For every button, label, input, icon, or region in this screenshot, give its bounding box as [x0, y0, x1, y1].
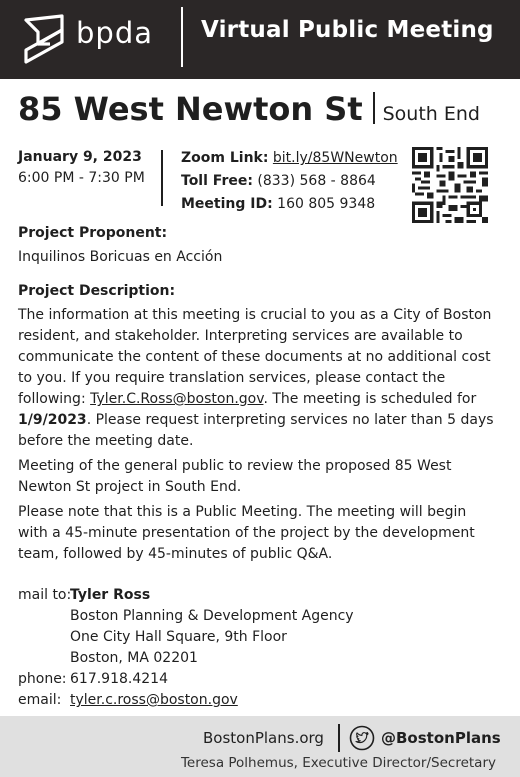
- twitter-handle[interactable]: @BostonPlans: [381, 729, 501, 747]
- executive-director-line: Teresa Polhemus, Executive Director/Secretary: [180, 755, 496, 771]
- translation-email-link[interactable]: Tyler.C.Ross@boston.gov: [90, 391, 264, 407]
- header-divider: [181, 7, 183, 67]
- meeting-access-details: [181, 147, 398, 216]
- details-divider: [161, 150, 163, 206]
- project-title: 85 West Newton St: [18, 90, 363, 128]
- meeting-id-row: [181, 193, 398, 216]
- description-heading: Project Description:: [18, 283, 176, 299]
- phone-label: phone:: [18, 671, 67, 687]
- contact-organization: Boston Planning & Development Agency: [70, 608, 354, 624]
- zoom-link[interactable]: bit.ly/85WNewton: [272, 150, 398, 166]
- contact-email-link[interactable]: tyler.c.ross@boston.gov: [70, 692, 238, 708]
- description-text: . Please request interpreting services no later than 5 days before the meeting date.: [18, 412, 494, 449]
- tollfree-label: Toll Free:: [181, 173, 253, 189]
- meeting-date-inline: 1/9/2023: [18, 412, 87, 428]
- description-text: The information at this meeting is crucial to you as a City of Boston resident, and stakeholder. Interpreting services are available to communicate the content of these documents at no additional cost to you. If you require translation services, please contact the following:: [18, 307, 492, 407]
- website-link[interactable]: BostonPlans.org: [203, 729, 324, 747]
- description-paragraph-1: [18, 305, 500, 452]
- logo-wordmark: bpda: [76, 16, 153, 50]
- meeting-id-label: Meeting ID:: [181, 196, 273, 212]
- footer-bar: [0, 716, 520, 777]
- tollfree-number: (833) 568 - 8864: [257, 173, 376, 189]
- tollfree-row: [181, 170, 398, 193]
- header-title: Virtual Public Meeting: [201, 17, 494, 43]
- contact-address-line-2: Boston, MA 02201: [70, 650, 198, 666]
- description-paragraph-3: Please note that this is a Public Meeting. The meeting will begin with a 45-minute presentation of the project by the development team, followed by 45-minutes of public Q&A.: [18, 504, 475, 562]
- email-label: email:: [18, 692, 62, 708]
- description-text: . The meeting is scheduled for: [263, 391, 477, 407]
- qr-code-icon[interactable]: [412, 147, 488, 223]
- twitter-bird-icon: [349, 725, 375, 751]
- proponent-heading: Project Proponent:: [18, 225, 168, 241]
- meeting-datetime: [18, 147, 145, 189]
- zoom-label: Zoom Link:: [181, 150, 269, 166]
- footer-divider: [338, 724, 340, 752]
- meeting-date: January 9, 2023: [18, 149, 142, 165]
- zoom-row: [181, 147, 398, 170]
- proponent-name: Inquilinos Boricuas en Acción: [18, 249, 223, 265]
- proponent-section: [18, 223, 500, 268]
- project-title-row: [18, 90, 480, 134]
- header-banner: [0, 0, 520, 79]
- mail-to-label: mail to:: [18, 587, 72, 603]
- meeting-time: 6:00 PM - 7:30 PM: [18, 170, 145, 186]
- project-neighborhood: South End: [382, 103, 480, 125]
- description-section: [18, 281, 500, 569]
- contact-address-line-1: One City Hall Square, 9th Floor: [70, 629, 287, 645]
- contact-name: Tyler Ross: [70, 587, 151, 603]
- title-divider: [373, 92, 375, 124]
- contact-phone: 617.918.4214: [70, 671, 168, 687]
- description-paragraph-2: Meeting of the general public to review the proposed 85 West Newton St project in South End.: [18, 458, 452, 495]
- meeting-id: 160 805 9348: [277, 196, 376, 212]
